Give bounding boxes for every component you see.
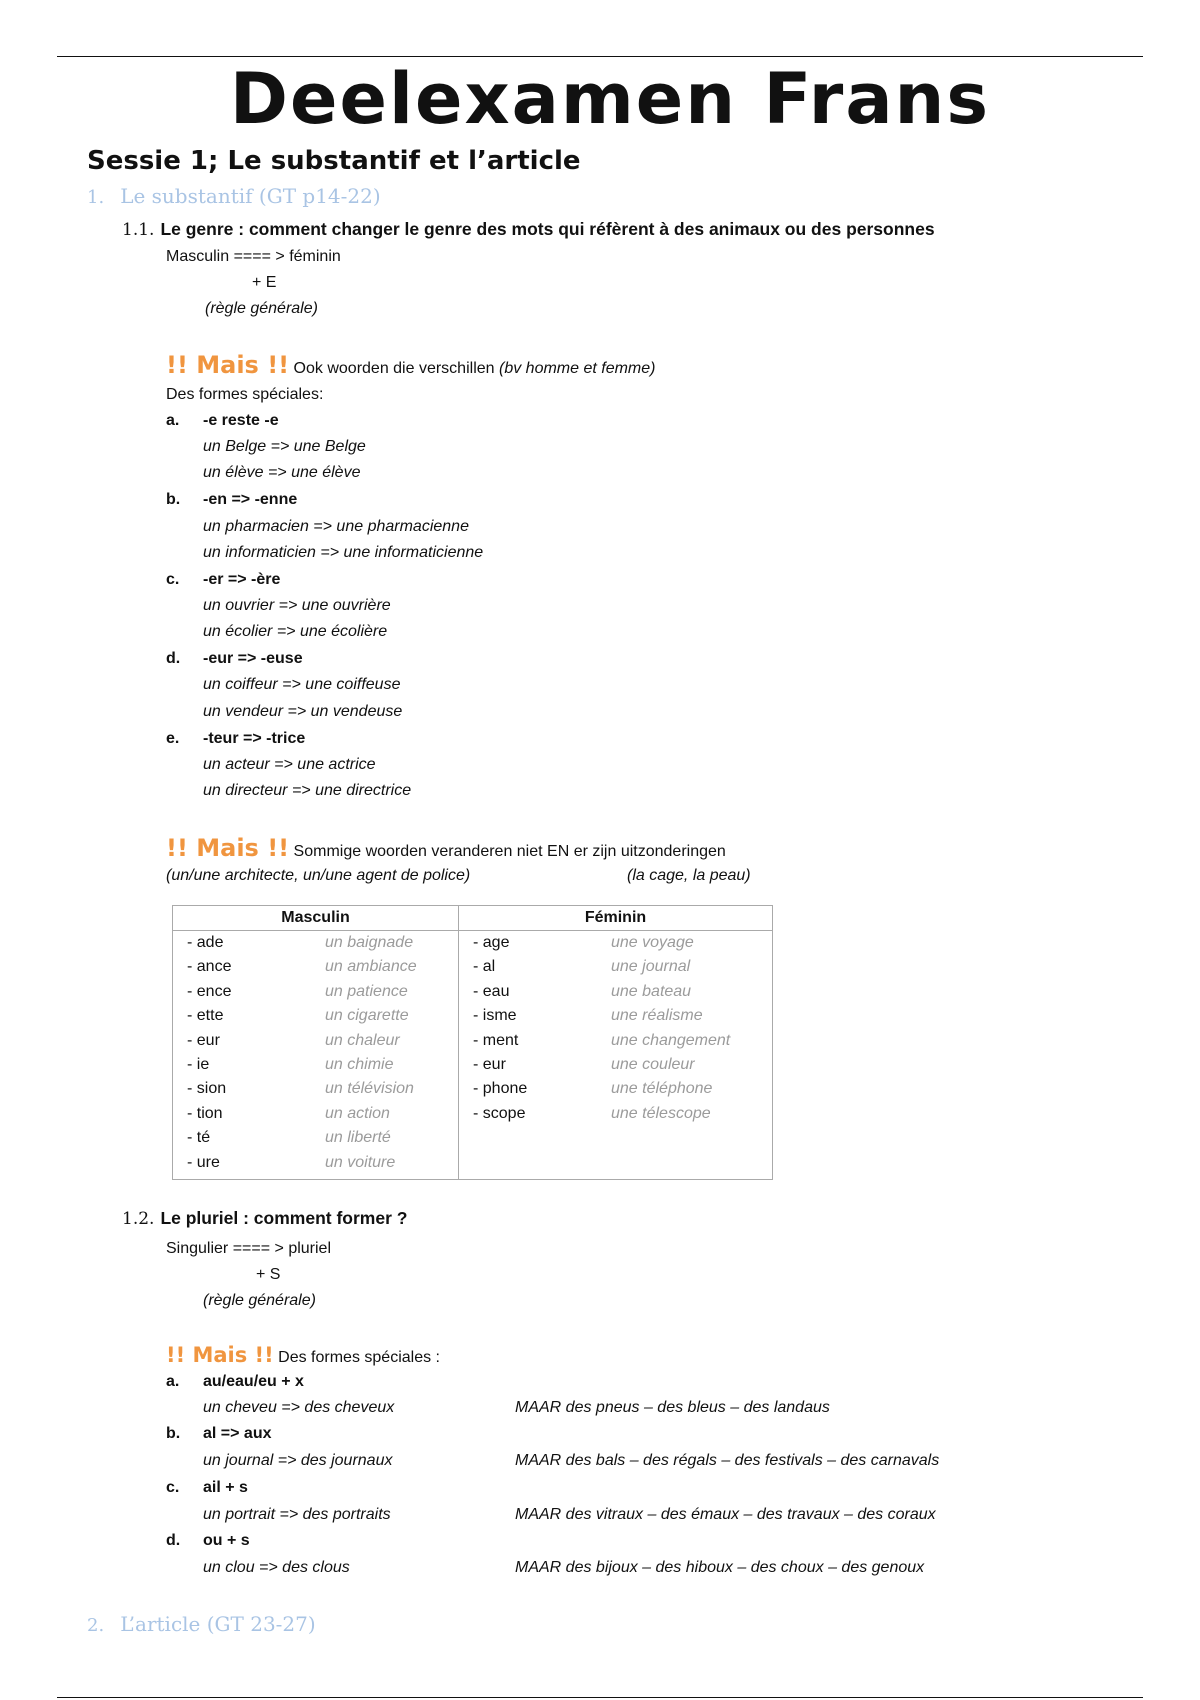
suffix: - ence xyxy=(187,982,232,1000)
genre-rule-plus: + E xyxy=(252,274,277,291)
table-row xyxy=(173,1102,458,1126)
example: une bateau xyxy=(611,982,692,1000)
form-example: un vendeur => un vendeuse xyxy=(203,703,403,720)
table-row xyxy=(173,1004,458,1028)
form-example: un acteur => une actrice xyxy=(203,756,376,773)
plural-rule-plus: + S xyxy=(256,1266,281,1283)
suffix: - eau xyxy=(473,982,510,1000)
table-row xyxy=(173,1053,458,1077)
example: une télescope xyxy=(611,1104,711,1122)
example: un patience xyxy=(325,982,408,1000)
form-example: un pharmacien => une pharmacienne xyxy=(203,518,469,535)
list-letter: e. xyxy=(166,730,180,747)
suffix: - sion xyxy=(187,1080,227,1098)
section-1-label: Le substantif (GT p14-22) xyxy=(120,184,381,208)
form-rule: -en => -enne xyxy=(203,491,298,508)
suffix: - ette xyxy=(187,1007,224,1025)
masculin-column xyxy=(173,931,459,1180)
example: un cigarette xyxy=(325,1007,409,1025)
list-letter: b. xyxy=(166,491,181,508)
suffix: - phone xyxy=(473,1080,528,1098)
suffix: - té xyxy=(187,1129,211,1147)
suffix: - al xyxy=(473,958,496,976)
example: une voyage xyxy=(611,934,694,951)
suffix: - ment xyxy=(473,1031,519,1049)
form-rule: ou + s xyxy=(203,1532,250,1549)
table-row xyxy=(173,1077,458,1101)
example: un ambiance xyxy=(325,958,417,976)
mais-label: !! Mais !! xyxy=(166,834,290,862)
suffix: - ance xyxy=(187,958,232,976)
form-rule: -e reste -e xyxy=(203,412,279,429)
form-rule: al => aux xyxy=(203,1425,272,1442)
table-row xyxy=(459,1029,772,1053)
section-1-heading xyxy=(87,184,381,208)
list-letter: a. xyxy=(166,412,180,429)
form-example: un écolier => une écolière xyxy=(203,623,388,640)
table-row xyxy=(173,1029,458,1053)
form-example: un cheveu => des cheveux xyxy=(203,1399,395,1416)
example: une journal xyxy=(611,958,691,976)
suffix: - ade xyxy=(187,934,224,951)
plural-rule-line: Singulier ==== > pluriel xyxy=(166,1240,331,1257)
mais-example-1: (un/une architecte, un/une agent de police) xyxy=(166,867,471,884)
example: un liberté xyxy=(325,1129,391,1147)
list-letter: d. xyxy=(166,1532,181,1549)
table-row xyxy=(459,1053,772,1077)
example: un voiture xyxy=(325,1153,396,1171)
table-row xyxy=(459,1102,772,1126)
mais-example-2: (la cage, la peau) xyxy=(627,867,751,884)
form-rule: au/eau/eu + x xyxy=(203,1373,304,1390)
mais-note-1 xyxy=(166,351,655,379)
subsection-1-1-title: Le genre : comment changer le genre des mots qui réfèrent à des animaux ou des personnes xyxy=(160,219,935,239)
table-header-masculin: Masculin xyxy=(173,906,459,931)
suffix: - ure xyxy=(187,1153,220,1171)
list-letter: c. xyxy=(166,571,180,588)
form-rule: -teur => -trice xyxy=(203,730,306,747)
bottom-rule xyxy=(57,1697,1143,1698)
table-row xyxy=(459,980,772,1004)
example: une réalisme xyxy=(611,1007,703,1025)
form-exception: MAAR des pneus – des bleus – des landaus xyxy=(515,1399,830,1416)
table-header-feminin: Féminin xyxy=(459,906,773,931)
form-exception: MAAR des bals – des régals – des festivals – des carnavals xyxy=(515,1452,940,1469)
mais-note-2 xyxy=(166,834,726,862)
plural-rule-note: (règle générale) xyxy=(203,1292,316,1309)
table-row xyxy=(173,955,458,979)
feminin-column xyxy=(459,931,773,1180)
example: une téléphone xyxy=(611,1080,713,1098)
example: un action xyxy=(325,1104,390,1122)
subsection-1-1-number: 1.1. xyxy=(122,220,155,240)
list-letter: b. xyxy=(166,1425,181,1442)
subsection-1-2-number: 1.2. xyxy=(122,1209,155,1229)
example: une couleur xyxy=(611,1055,695,1073)
subsection-1-2-heading xyxy=(122,1208,407,1229)
form-rule: -eur => -euse xyxy=(203,650,303,667)
mais-note-3 xyxy=(166,1343,440,1367)
form-example: un élève => une élève xyxy=(203,464,361,481)
table-row xyxy=(173,1126,458,1150)
table-row xyxy=(173,980,458,1004)
list-letter: c. xyxy=(166,1479,180,1496)
suffix: - ie xyxy=(187,1055,210,1073)
table-row xyxy=(173,931,458,955)
example: un baignade xyxy=(325,934,414,951)
section-2-heading xyxy=(87,1612,316,1636)
suffix: - scope xyxy=(473,1104,526,1122)
genre-rule-note: (règle générale) xyxy=(205,300,318,317)
form-example: un clou => des clous xyxy=(203,1559,350,1576)
form-exception: MAAR des vitraux – des émaux – des travaux – des coraux xyxy=(515,1506,936,1523)
suffix: - age xyxy=(473,934,510,951)
form-example: un ouvrier => une ouvrière xyxy=(203,597,391,614)
subsection-1-2-title: Le pluriel : comment former ? xyxy=(160,1208,408,1228)
list-letter: d. xyxy=(166,650,181,667)
mais-text: Des formes spéciales : xyxy=(278,1349,440,1366)
section-1-number: 1. xyxy=(87,187,105,208)
section-2-number: 2. xyxy=(87,1615,105,1636)
special-forms-intro: Des formes spéciales: xyxy=(166,386,324,403)
mais-label: !! Mais !! xyxy=(166,1343,274,1367)
section-2-label: L’article (GT 23-27) xyxy=(120,1612,316,1636)
table-row xyxy=(173,1151,458,1175)
top-rule xyxy=(57,56,1143,57)
table-row xyxy=(459,1004,772,1028)
example: un chaleur xyxy=(325,1031,400,1049)
form-example: un journal => des journaux xyxy=(203,1452,393,1469)
mais-example: (bv homme et femme) xyxy=(499,360,656,377)
gender-suffix-table xyxy=(172,905,773,1180)
form-example: un coiffeur => une coiffeuse xyxy=(203,676,401,693)
example: un télévision xyxy=(325,1080,414,1098)
form-example: un informaticien => une informaticienne xyxy=(203,544,484,561)
table-row xyxy=(459,1077,772,1101)
form-example: un directeur => une directrice xyxy=(203,782,412,799)
mais-text: Ook woorden die verschillen xyxy=(293,360,495,377)
form-example: un Belge => une Belge xyxy=(203,438,366,455)
example: une changement xyxy=(611,1031,731,1049)
form-rule: -er => -ère xyxy=(203,571,281,588)
suffix: - eur xyxy=(473,1055,506,1073)
form-rule: ail + s xyxy=(203,1479,248,1496)
mais-text: Sommige woorden veranderen niet EN er zijn uitzonderingen xyxy=(293,843,726,860)
table-row xyxy=(459,955,772,979)
form-example: un portrait => des portraits xyxy=(203,1506,391,1523)
example: un chimie xyxy=(325,1055,394,1073)
mais-label: !! Mais !! xyxy=(166,351,290,379)
page-title: Deelexamen Frans xyxy=(229,58,991,140)
subsection-1-1-heading xyxy=(122,219,935,240)
list-letter: a. xyxy=(166,1373,180,1390)
genre-rule-line: Masculin ==== > féminin xyxy=(166,248,341,265)
suffix: - eur xyxy=(187,1031,220,1049)
form-exception: MAAR des bijoux – des hiboux – des choux – des genoux xyxy=(515,1559,925,1576)
suffix: - isme xyxy=(473,1007,517,1025)
suffix: - tion xyxy=(187,1104,223,1122)
session-title: Sessie 1; Le substantif et l’article xyxy=(87,146,581,176)
table-row xyxy=(459,931,772,955)
